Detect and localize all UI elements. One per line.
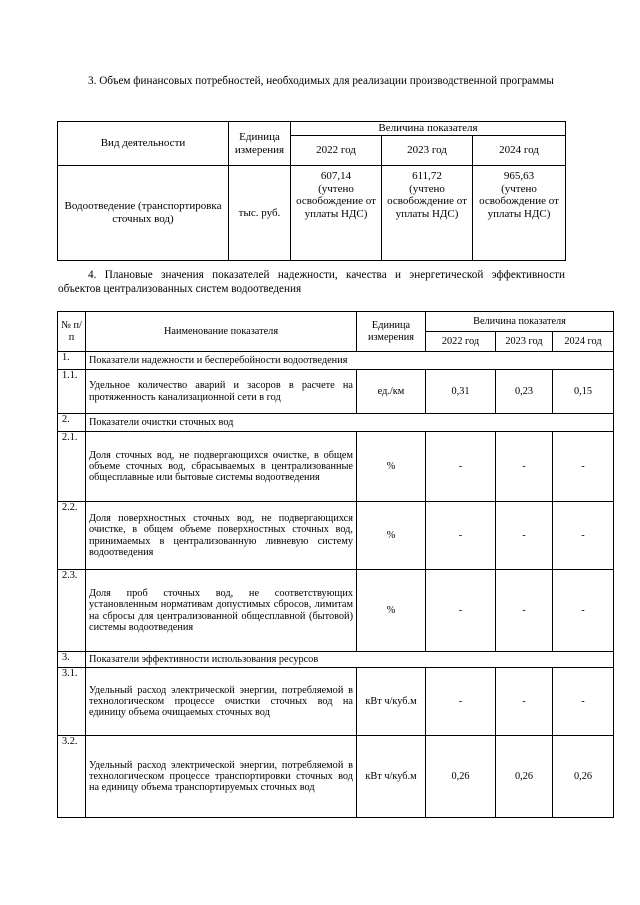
- row-num: 2.3.: [58, 570, 86, 652]
- header-num: № п/п: [58, 312, 86, 352]
- value-amount-2024: 965,63: [503, 170, 535, 182]
- table-row: [58, 668, 614, 736]
- row-num: 3.2.: [58, 736, 86, 818]
- group-title: Показатели очистки сточных вод: [86, 414, 614, 432]
- header-year-2024: 2024 год: [553, 332, 614, 352]
- header-unit: Единица измерения: [229, 122, 291, 166]
- row-unit: тыс. руб.: [229, 166, 291, 261]
- header-year-2024: 2024 год: [473, 136, 566, 166]
- indicator-name: Доля проб сточных вод, не соответствующих установленным нормативам допустимых сбросов, лимитам на сбросы для централизованной общесплавной (бытовой) системы водоотведения: [86, 570, 357, 652]
- value-2024: -: [553, 570, 614, 652]
- indicator-name: Доля сточных вод, не подвергающихся очистке, в общем объеме сточных вод, сбрасываемых в централизованные общесплавные или бытовые системы водоотведения: [86, 432, 357, 502]
- value-note-2024: (учтено освобождение от уплаты НДС): [479, 182, 559, 220]
- table-row: [58, 370, 614, 414]
- table-row: [58, 736, 614, 818]
- value-2022: -: [426, 432, 496, 502]
- section-4-heading: 4. Плановые значения показателей надежности, качества и энергетической эффективности объектов централизованных систем водоотведения: [58, 269, 565, 295]
- header-value: Величина показателя: [426, 312, 614, 332]
- value-2024: -: [553, 432, 614, 502]
- header-year-2023: 2023 год: [496, 332, 553, 352]
- group-title: Показатели эффективности использования ресурсов: [86, 652, 614, 668]
- row-num: 2.: [58, 414, 86, 432]
- value-2023: -: [496, 502, 553, 570]
- row-num: 3.: [58, 652, 86, 668]
- row-activity: Водоотведение (транспортировка сточных вод): [58, 166, 229, 261]
- row-num: 3.1.: [58, 668, 86, 736]
- header-year-2022: 2022 год: [426, 332, 496, 352]
- table-row: [58, 502, 614, 570]
- indicator-unit: кВт ч/куб.м: [357, 668, 426, 736]
- value-note-2023: (учтено освобождение от уплаты НДС): [387, 182, 467, 220]
- row-num: 1.1.: [58, 370, 86, 414]
- value-2022: 0,31: [426, 370, 496, 414]
- value-2023: -: [496, 570, 553, 652]
- table-row: [58, 570, 614, 652]
- value-amount-2022: 607,14: [320, 170, 352, 182]
- header-name: Наименование показателя: [86, 312, 357, 352]
- indicator-unit: кВт ч/куб.м: [357, 736, 426, 818]
- indicators-table: [57, 311, 614, 818]
- value-2024: -: [553, 668, 614, 736]
- value-2023: 0,23: [496, 370, 553, 414]
- value-2024: 0,15: [553, 370, 614, 414]
- value-2023: -: [496, 668, 553, 736]
- value-cell-2024: [473, 166, 566, 261]
- indicator-unit: %: [357, 432, 426, 502]
- indicator-unit: %: [357, 502, 426, 570]
- header-year-2022: 2022 год: [291, 136, 382, 166]
- financial-needs-table: [57, 121, 566, 261]
- value-2023: -: [496, 432, 553, 502]
- row-num: 1.: [58, 352, 86, 370]
- value-2022: -: [426, 570, 496, 652]
- indicator-unit: %: [357, 570, 426, 652]
- indicator-name: Доля поверхностных сточных вод, не подвергающихся очистке, в общем объеме поверхностных сточных вод, принимаемых в централизованную ливневую систему водоотведения: [86, 502, 357, 570]
- header-value: Величина показателя: [291, 122, 566, 136]
- indicator-name: Удельный расход электрической энергии, потребляемой в технологическом процессе очистки сточных вод на единицу объема очищаемых сточных вод: [86, 668, 357, 736]
- value-2022: -: [426, 502, 496, 570]
- header-year-2023: 2023 год: [382, 136, 473, 166]
- table-row: [58, 352, 614, 370]
- value-2022: 0,26: [426, 736, 496, 818]
- value-cell-2023: [382, 166, 473, 261]
- table-row: [58, 652, 614, 668]
- indicator-name: Удельный расход электрической энергии, потребляемой в технологическом процессе транспортировки сточных вод на единицу объема транспортируемых сточных вод: [86, 736, 357, 818]
- indicator-unit: ед./км: [357, 370, 426, 414]
- table-row: [58, 414, 614, 432]
- value-2022: -: [426, 668, 496, 736]
- value-2023: 0,26: [496, 736, 553, 818]
- row-num: 2.1.: [58, 432, 86, 502]
- section-3-heading: 3. Объем финансовых потребностей, необходимых для реализации производственной программы: [88, 75, 554, 87]
- row-num: 2.2.: [58, 502, 86, 570]
- value-note-2022: (учтено освобождение от уплаты НДС): [296, 182, 376, 220]
- value-2024: -: [553, 502, 614, 570]
- header-activity: Вид деятельности: [58, 122, 229, 166]
- value-cell-2022: [291, 166, 382, 261]
- table-row: [58, 432, 614, 502]
- indicator-name: Удельное количество аварий и засоров в расчете на протяженность канализационной сети в год: [86, 370, 357, 414]
- value-2024: 0,26: [553, 736, 614, 818]
- group-title: Показатели надежности и бесперебойности водоотведения: [86, 352, 614, 370]
- header-unit: Единица измерения: [357, 312, 426, 352]
- value-amount-2023: 611,72: [412, 170, 442, 182]
